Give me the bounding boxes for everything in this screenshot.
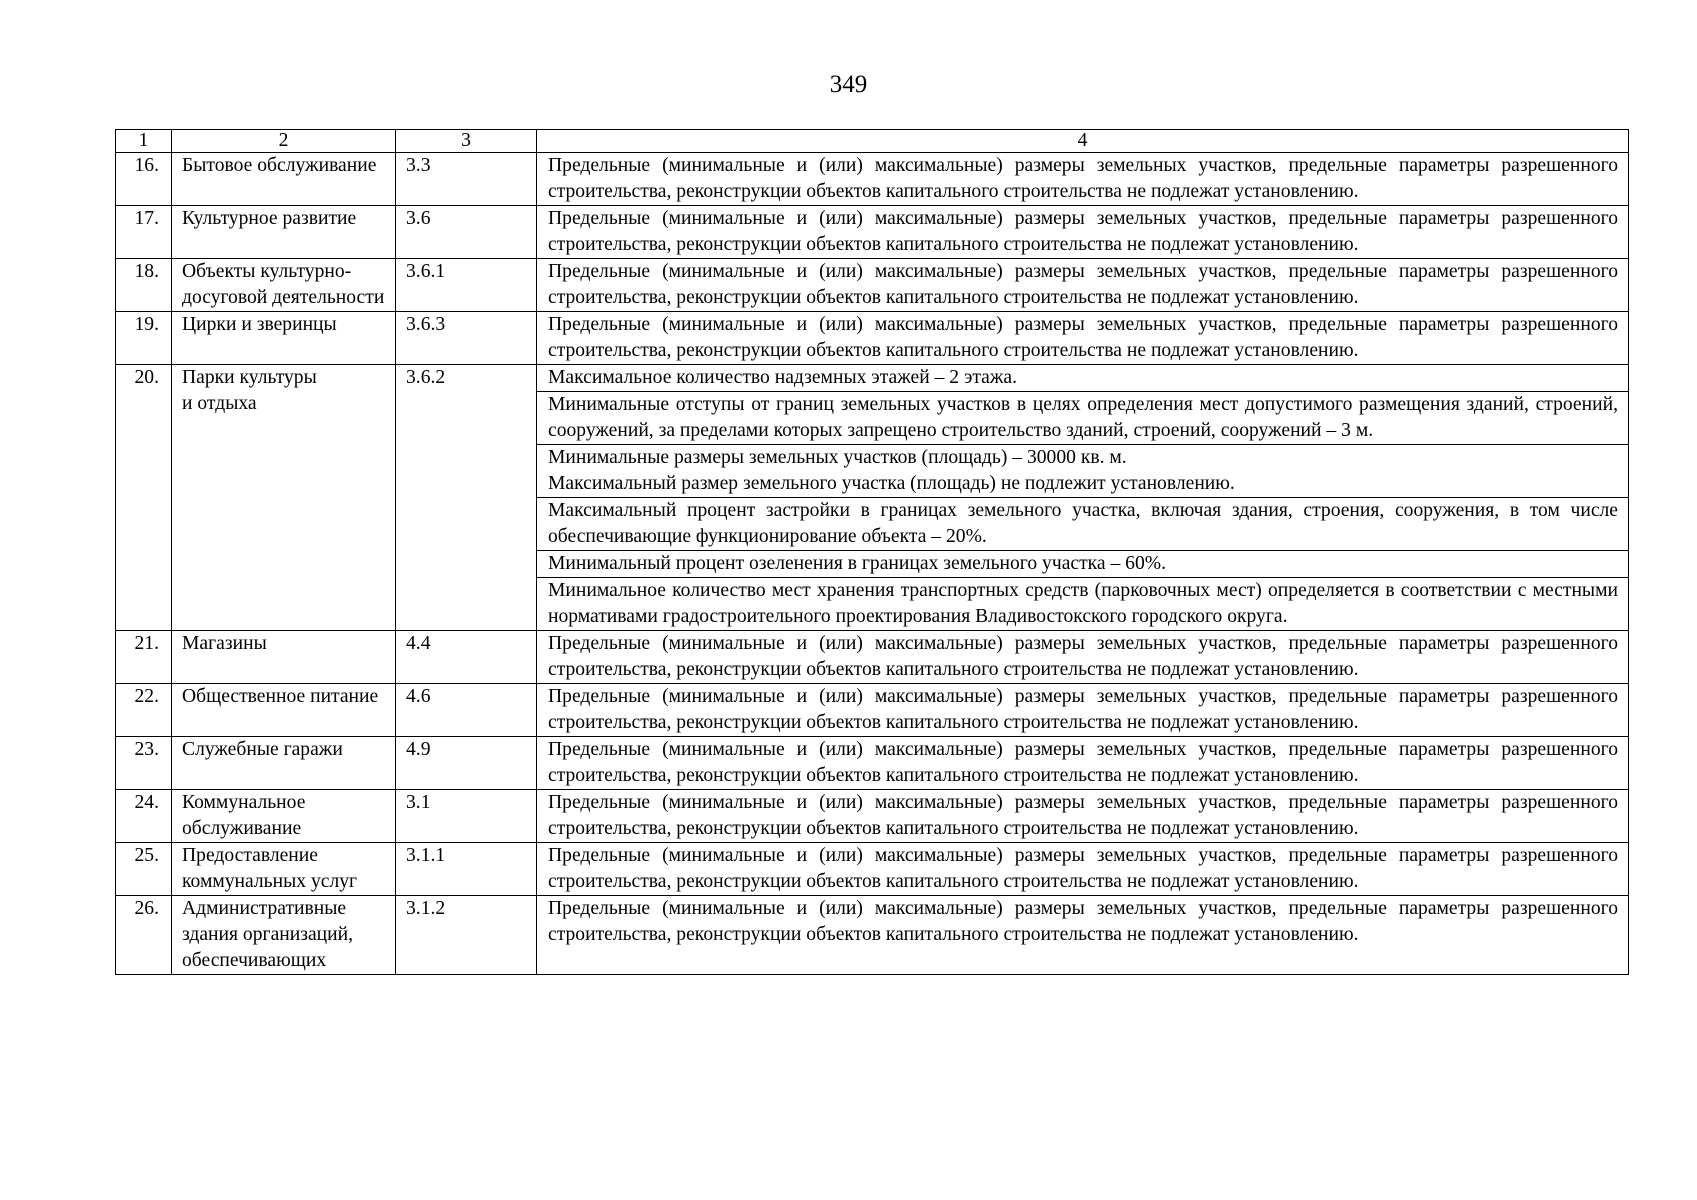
land-use-code: 3.6.1 [396, 259, 537, 312]
row-number: 23. [116, 737, 172, 790]
row-number: 24. [116, 790, 172, 843]
table-row [116, 843, 1629, 896]
row-number: 19. [116, 312, 172, 365]
row-number: 16. [116, 153, 172, 206]
land-use-code: 3.6.2 [396, 365, 537, 631]
row-number: 22. [116, 684, 172, 737]
row-number: 26. [116, 896, 172, 975]
table-row [116, 896, 1629, 975]
table-row [116, 737, 1629, 790]
land-use-name: Бытовое обслуживание [172, 153, 396, 206]
land-use-code: 4.9 [396, 737, 537, 790]
table-header-row [116, 130, 1629, 153]
table-row [116, 790, 1629, 843]
page-number: 349 [829, 71, 868, 98]
max-plot-size-text: Максимальный размер земельного участка (площадь) не подлежит установлению. [548, 473, 1235, 494]
min-greenery-text: Минимальный процент озеленения в границах земельного участка – 60%. [537, 550, 1628, 577]
column-header-4: 4 [537, 130, 1629, 153]
min-plot-size-text: Минимальные размеры земельных участков (площадь) – 30000 кв. м. [548, 447, 1127, 468]
max-floors-text: Максимальное количество надземных этажей – 2 этажа. [548, 367, 1018, 388]
land-use-name: Магазины [172, 631, 396, 684]
land-use-name: Предоставление коммунальных услуг [172, 843, 396, 896]
row-number: 20. [116, 365, 172, 631]
regulations-table [115, 129, 1629, 975]
parameters-text: Предельные (минимальные и (или) максимальные) размеры земельных участков, предельные параметры разрешенного строительства, реконструкции объектов капитального строительства не подлежат установлению. [537, 259, 1629, 312]
land-use-name-line: Парки культуры [182, 367, 317, 388]
land-use-code: 3.1.1 [396, 843, 537, 896]
land-use-name: Служебные гаражи [172, 737, 396, 790]
land-use-code: 3.6 [396, 206, 537, 259]
land-use-name: Общественное питание [172, 684, 396, 737]
land-use-code: 3.1.2 [396, 896, 537, 975]
parameters-text: Предельные (минимальные и (или) максимальные) размеры земельных участков, предельные параметры разрешенного строительства, реконструкции объектов капитального строительства не подлежат установлению. [537, 737, 1629, 790]
land-use-name: Коммунальное обслуживание [172, 790, 396, 843]
parameters-text: Предельные (минимальные и (или) максимальные) размеры земельных участков, предельные параметры разрешенного строительства, реконструкции объектов капитального строительства не подлежат установлению. [537, 790, 1629, 843]
parameters-text: Предельные (минимальные и (или) максимальные) размеры земельных участков, предельные параметры разрешенного строительства, реконструкции объектов капитального строительства не подлежат установлению. [537, 896, 1629, 975]
parameters-text: Предельные (минимальные и (или) максимальные) размеры земельных участков, предельные параметры разрешенного строительства, реконструкции объектов капитального строительства не подлежат установлению. [537, 684, 1629, 737]
parameters-text: Предельные (минимальные и (или) максимальные) размеры земельных участков, предельные параметры разрешенного строительства, реконструкции объектов капитального строительства не подлежат установлению. [537, 631, 1629, 684]
row-number: 25. [116, 843, 172, 896]
table-row [116, 365, 1629, 631]
table-row [116, 631, 1629, 684]
parameters-block [537, 365, 1629, 631]
max-coverage-text: Максимальный процент застройки в границах земельного участка, включая здания, строения, сооружения, в том числе обеспечивающие функционирование объекта – 20%. [537, 497, 1628, 550]
table-row [116, 153, 1629, 206]
column-header-2: 2 [172, 130, 396, 153]
land-use-name-line: и отдыха [182, 393, 257, 414]
land-use-code: 3.3 [396, 153, 537, 206]
parameters-text: Предельные (минимальные и (или) максимальные) размеры земельных участков, предельные параметры разрешенного строительства, реконструкции объектов капитального строительства не подлежат установлению. [537, 843, 1629, 896]
land-use-name: Культурное развитие [172, 206, 396, 259]
land-use-name: Административные здания организаций, обеспечивающих [172, 896, 396, 975]
row-number: 17. [116, 206, 172, 259]
table-row [116, 259, 1629, 312]
plot-size-block [537, 444, 1628, 497]
land-use-name: Цирки и зверинцы [172, 312, 396, 365]
land-use-code: 3.1 [396, 790, 537, 843]
parameters-text: Предельные (минимальные и (или) максимальные) размеры земельных участков, предельные параметры разрешенного строительства, реконструкции объектов капитального строительства не подлежат установлению. [537, 206, 1629, 259]
min-setbacks-text: Минимальные отступы от границ земельных участков в целях определения мест допустимого размещения зданий, строений, сооружений, за пределами которых запрещено строительство зданий, строений, сооружений – 3 м. [537, 391, 1628, 444]
land-use-code: 3.6.3 [396, 312, 537, 365]
table-row [116, 684, 1629, 737]
parameters-text: Предельные (минимальные и (или) максимальные) размеры земельных участков, предельные параметры разрешенного строительства, реконструкции объектов капитального строительства не подлежат установлению. [537, 312, 1629, 365]
land-use-name: Объекты культурно-досуговой деятельности [172, 259, 396, 312]
table-row [116, 206, 1629, 259]
parameters-text: Предельные (минимальные и (или) максимальные) размеры земельных участков, предельные параметры разрешенного строительства, реконструкции объектов капитального строительства не подлежат установлению. [537, 153, 1629, 206]
column-header-3: 3 [396, 130, 537, 153]
land-use-code: 4.4 [396, 631, 537, 684]
parking-text: Минимальное количество мест хранения транспортных средств (парковочных мест) определяется в соответствии с местными нормативами градостроительного проектирования Владивостокского городского округа. [537, 577, 1628, 630]
column-header-1: 1 [116, 130, 172, 153]
table-row [116, 312, 1629, 365]
row-number: 18. [116, 259, 172, 312]
land-use-name [172, 365, 396, 631]
row-number: 21. [116, 631, 172, 684]
land-use-code: 4.6 [396, 684, 537, 737]
